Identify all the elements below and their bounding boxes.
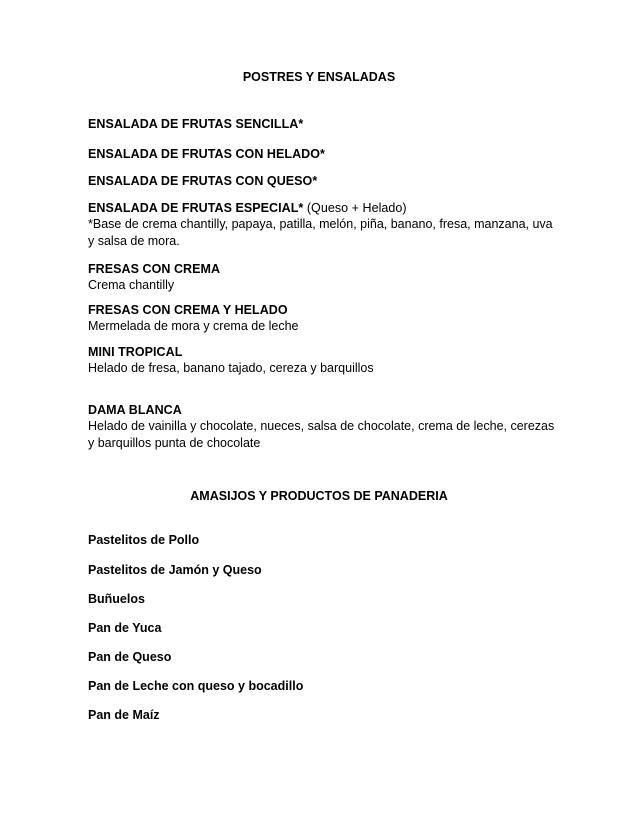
item-description: *Base de crema chantilly, papaya, patilla, melón, piña, banano, fresa, manzana, uva y salsa de mora. [88, 217, 553, 248]
menu-item [88, 201, 558, 250]
item-note: (Queso + Helado) [303, 201, 407, 215]
item-title: ENSALADA DE FRUTAS CON QUESO* [88, 174, 318, 188]
section-heading-panaderia: AMASIJOS Y PRODUCTOS DE PANADERIA [190, 489, 448, 503]
bread-item: Buñuelos [88, 592, 145, 606]
menu-item [88, 174, 558, 189]
item-description: Mermelada de mora y crema de leche [88, 319, 299, 333]
menu-item [88, 403, 558, 452]
menu-item [88, 147, 558, 162]
item-description: Crema chantilly [88, 278, 175, 292]
item-title: DAMA BLANCA [88, 403, 182, 417]
menu-item [88, 117, 558, 132]
item-description: Helado de vainilla y chocolate, nueces, salsa de chocolate, crema de leche, cerezas y barquillos punta de chocolate [88, 419, 555, 450]
item-title: FRESAS CON CREMA [88, 262, 221, 276]
menu-item [88, 303, 558, 335]
bread-item: Pan de Leche con queso y bocadillo [88, 679, 304, 693]
item-title-text: ENSALADA DE FRUTAS ESPECIAL* [88, 201, 304, 215]
item-description: Helado de fresa, banano tajado, cereza y barquillos [88, 361, 374, 375]
item-title: ENSALADA DE FRUTAS CON HELADO* [88, 147, 325, 161]
item-title: ENSALADA DE FRUTAS SENCILLA* [88, 117, 304, 131]
menu-item [88, 345, 558, 377]
bread-item: Pastelitos de Jamón y Queso [88, 563, 262, 577]
bread-item: Pastelitos de Pollo [88, 533, 200, 547]
item-title: MINI TROPICAL [88, 345, 183, 359]
section-heading-postres: POSTRES Y ENSALADAS [242, 70, 396, 84]
bread-item: Pan de Yuca [88, 621, 162, 635]
bread-item: Pan de Queso [88, 650, 172, 664]
item-title [88, 201, 558, 216]
bread-item: Pan de Maíz [88, 708, 160, 722]
item-title: FRESAS CON CREMA Y HELADO [88, 303, 288, 317]
menu-item [88, 262, 558, 294]
